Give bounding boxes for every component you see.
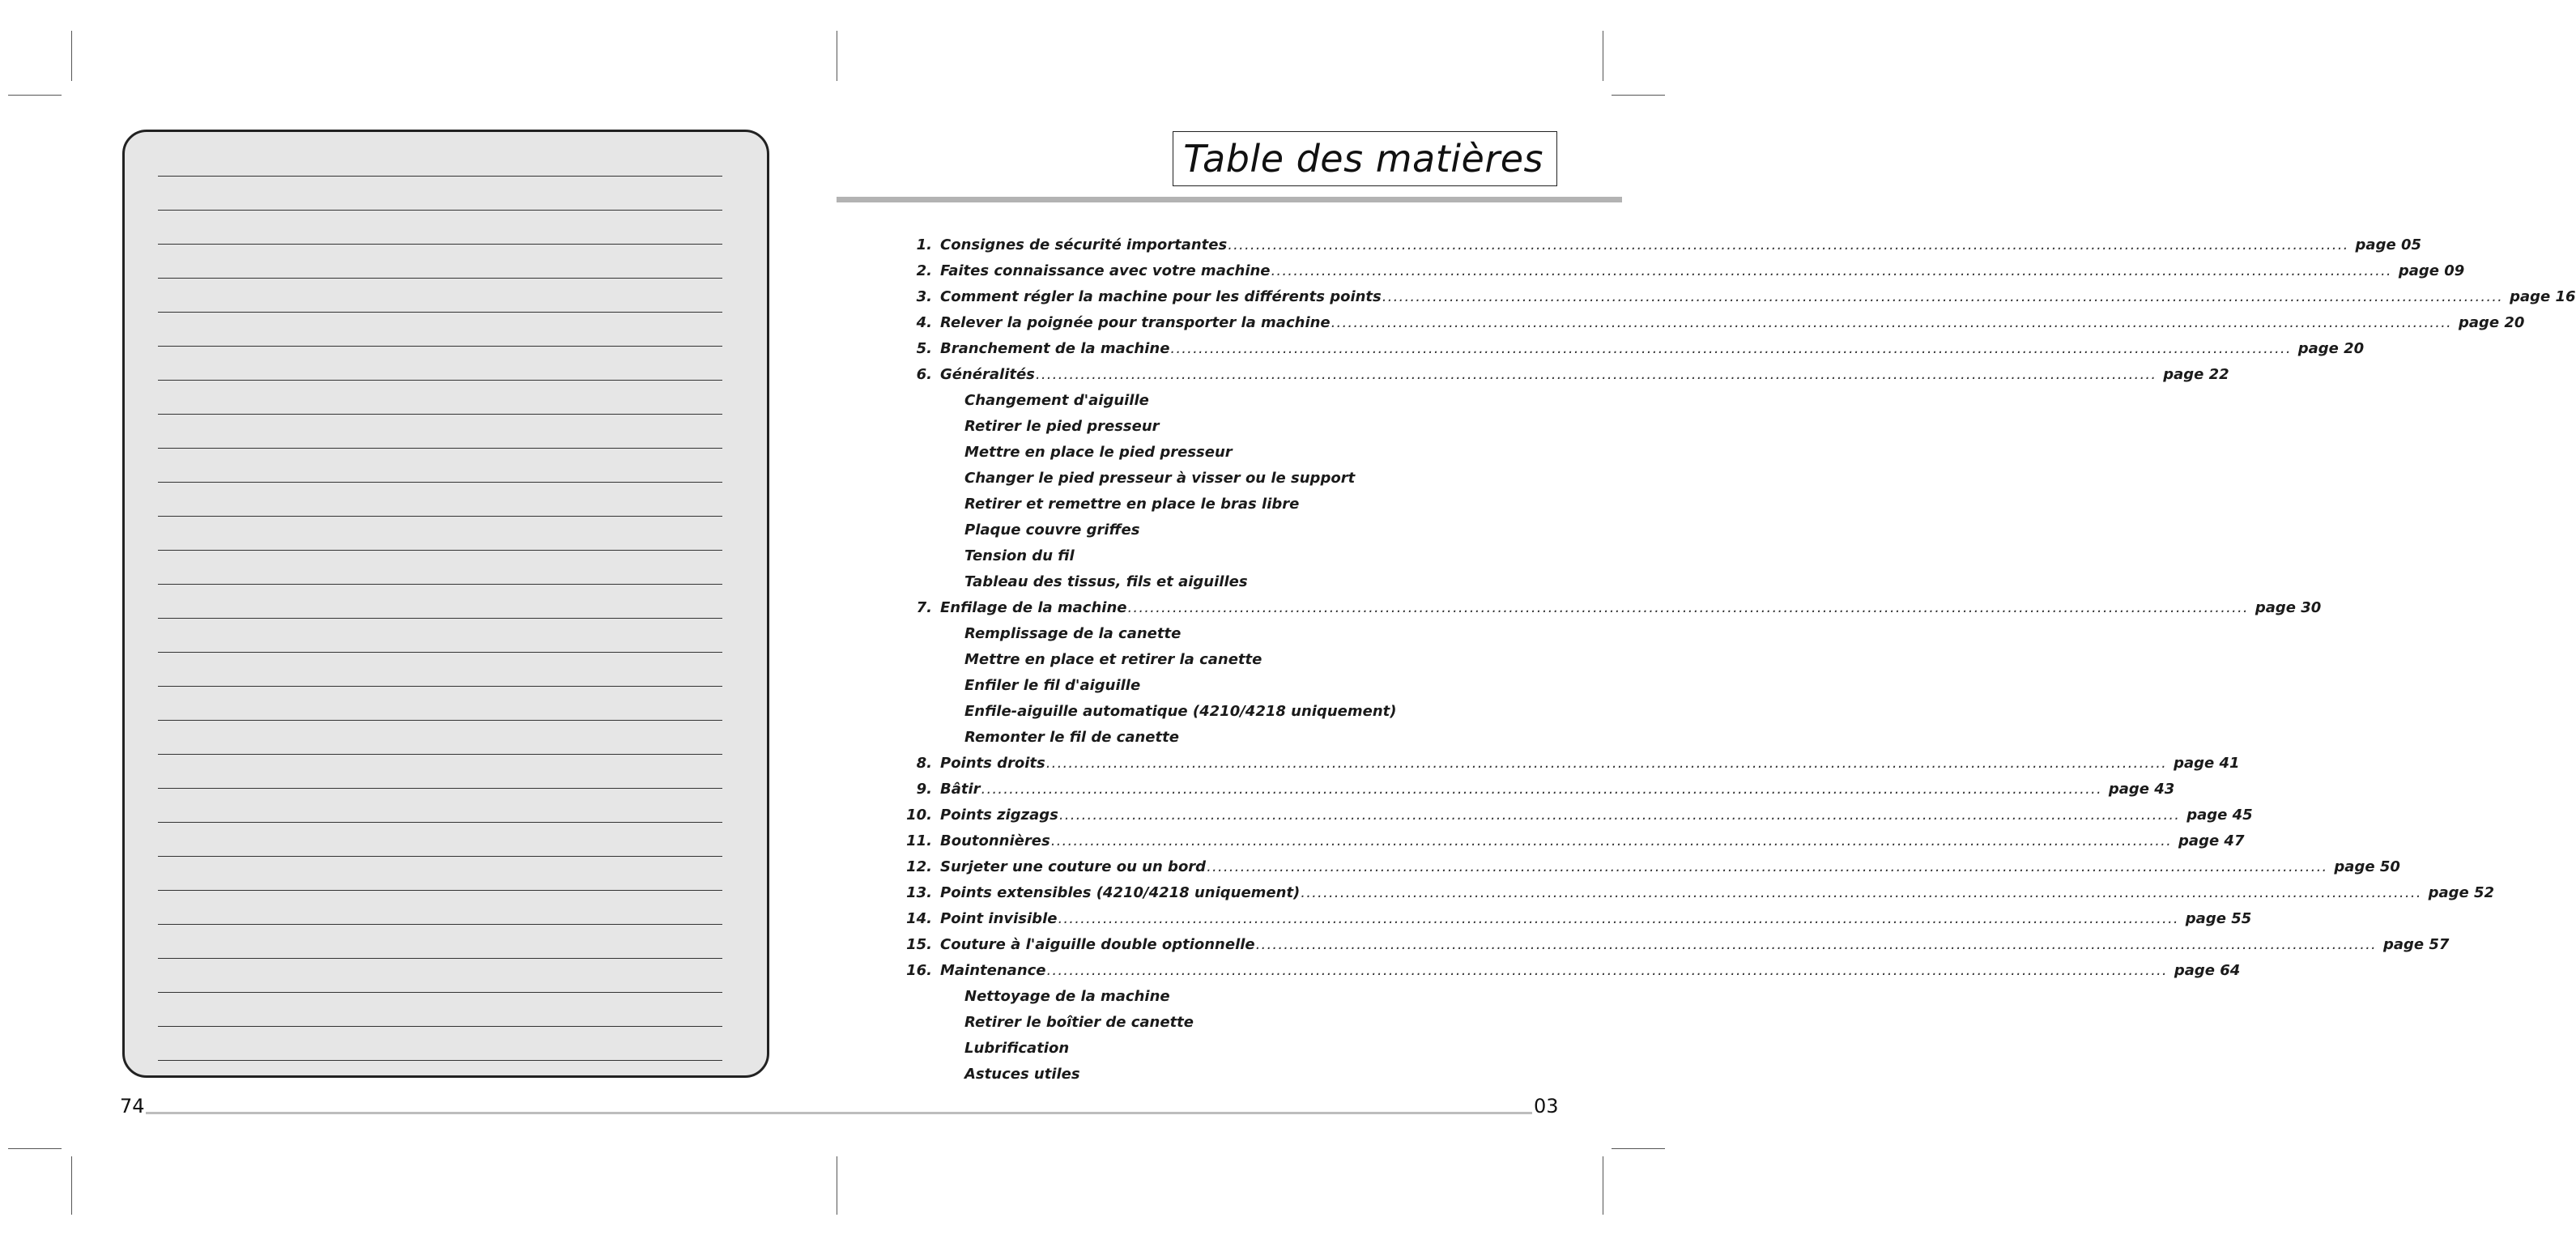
crop-mark — [71, 1156, 72, 1215]
toc-entry-number: 16. — [906, 961, 932, 979]
toc-entry-page: page 45 — [2186, 806, 2253, 824]
toc-subentry — [899, 646, 1547, 672]
toc-subentry — [899, 1009, 1547, 1035]
toc-subentry — [899, 724, 1547, 750]
toc-entry-label: Point invisible — [940, 909, 1058, 927]
toc-dot-leader: ........................................................................................................................................................................................................ — [1046, 961, 2168, 979]
toc-entry-label: Changement d'aiguille — [964, 391, 1149, 409]
note-line — [158, 754, 722, 755]
toc-entry-number: 9. — [916, 780, 932, 798]
toc-entry-page: page 16 — [2510, 287, 2576, 305]
toc-entry-label: Points droits — [940, 754, 1045, 772]
toc-entry-number: 4. — [916, 313, 932, 331]
note-line — [158, 448, 722, 449]
toc-entry-label: Comment régler la machine pour les différents points — [940, 287, 1382, 305]
toc-dot-leader: ........................................................................................................................................................................................................ — [1271, 262, 2392, 279]
toc-entry-label: Tableau des tissus, fils et aiguilles — [964, 573, 1248, 590]
note-line — [158, 584, 722, 585]
toc-entry-label: Relever la poignée pour transporter la machine — [940, 313, 1331, 331]
toc-entry-page: page 57 — [2382, 935, 2450, 953]
crop-mark — [1612, 1148, 1665, 1149]
note-line — [158, 210, 722, 211]
toc-subentry — [899, 465, 1547, 491]
toc-entry-page: page 20 — [2458, 313, 2525, 331]
toc-entry — [899, 232, 2421, 258]
toc-subentry — [899, 439, 1547, 465]
toc-entry-label: Remonter le fil de canette — [964, 728, 1179, 746]
toc-entry-label: Tension du fil — [964, 547, 1075, 564]
toc-subentry — [899, 517, 1547, 543]
toc-entry-label: Retirer le boîtier de canette — [964, 1013, 1194, 1031]
page-title: Table des matières — [1183, 137, 1543, 181]
table-of-contents — [899, 232, 2576, 1087]
toc-entry-page: page 05 — [2355, 236, 2421, 253]
note-line — [158, 822, 722, 823]
toc-entry — [899, 594, 2322, 620]
toc-entry — [899, 828, 2245, 853]
note-line — [158, 244, 722, 245]
note-line — [158, 686, 722, 687]
toc-entry-number: 11. — [906, 832, 932, 849]
toc-entry-number: 8. — [916, 754, 932, 772]
toc-entry-page: page 30 — [2255, 598, 2322, 616]
note-line — [158, 652, 722, 653]
note-line — [158, 1026, 722, 1027]
footer-rule — [146, 1112, 1532, 1114]
note-line — [158, 550, 722, 551]
note-line — [158, 924, 722, 925]
toc-entry-label: Couture à l'aiguille double optionnelle — [940, 935, 1255, 953]
toc-entry-label: Généralités — [940, 365, 1035, 383]
toc-entry-page: page 50 — [2334, 858, 2400, 875]
toc-entry-label: Plaque couvre griffes — [964, 521, 1140, 538]
note-line — [158, 380, 722, 381]
toc-entry-page: page 52 — [2428, 883, 2495, 901]
toc-entry-number: 1. — [916, 236, 932, 253]
toc-dot-leader: ........................................................................................................................................................................................................ — [1058, 909, 2179, 927]
toc-entry-label: Points extensibles (4210/4218 uniquement) — [940, 883, 1301, 901]
title-underline-bar — [837, 197, 1622, 202]
toc-entry-label: Retirer et remettre en place le bras libre — [964, 495, 1300, 513]
toc-dot-leader: ........................................................................................................................................................................................................ — [1050, 832, 2173, 849]
note-line — [158, 958, 722, 959]
toc-subentry — [899, 387, 1547, 413]
crop-mark — [71, 31, 72, 81]
toc-entry-number: 2. — [916, 262, 932, 279]
toc-entry — [899, 853, 2400, 879]
notes-panel — [122, 130, 769, 1078]
toc-entry-page: page 09 — [2398, 262, 2465, 279]
toc-entry — [899, 879, 2495, 905]
toc-entry-label: Lubrification — [964, 1039, 1070, 1057]
note-line — [158, 890, 722, 891]
toc-entry-label: Astuces utiles — [964, 1065, 1080, 1083]
toc-entry-label: Enfilage de la machine — [940, 598, 1127, 616]
toc-entry-label: Branchement de la machine — [940, 339, 1170, 357]
toc-entry-label: Surjeter une couture ou un bord — [940, 858, 1207, 875]
toc-subentry — [899, 413, 1547, 439]
note-line — [158, 278, 722, 279]
toc-entry — [899, 309, 2525, 335]
toc-entry-label: Retirer le pied presseur — [964, 417, 1160, 435]
note-line — [158, 618, 722, 619]
toc-entry — [899, 335, 2365, 361]
toc-subentry — [899, 983, 1547, 1009]
toc-dot-leader: ........................................................................................................................................................................................................ — [1255, 935, 2377, 953]
right-page-number: 03 — [1534, 1095, 1559, 1117]
toc-entry-number: 5. — [916, 339, 932, 357]
toc-subentry — [899, 1035, 1547, 1061]
toc-entry-label: Changer le pied presseur à visser ou le support — [964, 469, 1356, 487]
toc-entry-label: Consignes de sécurité importantes — [940, 236, 1228, 253]
left-page-number: 74 — [120, 1095, 145, 1117]
toc-entry-number: 15. — [906, 935, 932, 953]
toc-entry-label: Points zigzags — [940, 806, 1058, 824]
note-line — [158, 516, 722, 517]
toc-dot-leader: ........................................................................................................................................................................................................ — [1301, 883, 2422, 901]
toc-subentry — [899, 620, 1547, 646]
toc-entry-number: 6. — [916, 365, 932, 383]
toc-entry-label: Remplissage de la canette — [964, 624, 1182, 642]
title-box — [1173, 131, 1557, 186]
toc-entry-label: Enfile-aiguille automatique (4210/4218 uniquement) — [964, 702, 1397, 720]
toc-entry — [899, 905, 2252, 931]
toc-subentry — [899, 672, 1547, 698]
toc-subentry — [899, 568, 1547, 594]
toc-entry-label: Mettre en place le pied presseur — [964, 443, 1233, 461]
toc-entry-label: Nettoyage de la machine — [964, 987, 1170, 1005]
toc-entry-page: page 41 — [2174, 754, 2240, 772]
toc-subentry — [899, 491, 1547, 517]
note-line — [158, 414, 722, 415]
toc-subentry — [899, 543, 1547, 568]
toc-entry-label: Boutonnières — [940, 832, 1050, 849]
note-line — [158, 482, 722, 483]
toc-dot-leader: ........................................................................................................................................................................................................ — [1127, 598, 2249, 616]
toc-entry-number: 7. — [916, 598, 932, 616]
toc-dot-leader: ........................................................................................................................................................................................................ — [1207, 858, 2328, 875]
crop-mark — [8, 95, 62, 96]
toc-entry-page: page 55 — [2185, 909, 2252, 927]
toc-entry-label: Mettre en place et retirer la canette — [964, 650, 1262, 668]
toc-entry — [899, 361, 2229, 387]
toc-entry-page: page 43 — [2108, 780, 2175, 798]
note-line — [158, 856, 722, 857]
toc-entry — [899, 957, 2241, 983]
toc-dot-leader: ........................................................................................................................................................................................................ — [1035, 365, 2157, 383]
toc-dot-leader: ........................................................................................................................................................................................................ — [1045, 754, 2168, 772]
toc-entry-label: Faites connaissance avec votre machine — [940, 262, 1271, 279]
toc-dot-leader: ........................................................................................................................................................................................................ — [1331, 313, 2452, 331]
toc-entry — [899, 750, 2240, 776]
crop-mark — [8, 1148, 62, 1149]
toc-entry-number: 3. — [916, 287, 932, 305]
crop-mark — [1612, 95, 1665, 96]
note-line — [158, 992, 722, 993]
toc-entry-number: 12. — [906, 858, 932, 875]
toc-entry-page: page 22 — [2163, 365, 2229, 383]
toc-entry — [899, 776, 2175, 802]
note-line — [158, 788, 722, 789]
toc-entry — [899, 802, 2253, 828]
toc-subentry — [899, 698, 1547, 724]
note-line — [158, 1060, 722, 1061]
toc-entry-number: 14. — [906, 909, 932, 927]
toc-entry — [899, 931, 2450, 957]
note-line — [158, 312, 722, 313]
toc-dot-leader: ........................................................................................................................................................................................................ — [981, 780, 2102, 798]
note-line — [158, 176, 722, 177]
note-line — [158, 720, 722, 721]
toc-entry-label: Maintenance — [940, 961, 1046, 979]
toc-dot-leader: ........................................................................................................................................................................................................ — [1058, 806, 2181, 824]
toc-dot-leader: ........................................................................................................................................................................................................ — [1382, 287, 2504, 305]
toc-entry-page: page 47 — [2178, 832, 2245, 849]
toc-dot-leader: ........................................................................................................................................................................................................ — [1170, 339, 2292, 357]
toc-dot-leader: ........................................................................................................................................................................................................ — [1228, 236, 2349, 253]
toc-entry-label: Enfiler le fil d'aiguille — [964, 676, 1141, 694]
toc-entry — [899, 258, 2465, 283]
toc-entry-number: 10. — [906, 806, 932, 824]
toc-subentry — [899, 1061, 1547, 1087]
note-line — [158, 346, 722, 347]
toc-entry — [899, 283, 2576, 309]
toc-entry-page: page 20 — [2297, 339, 2365, 357]
toc-entry-label: Bâtir — [940, 780, 981, 798]
toc-entry-page: page 64 — [2174, 961, 2241, 979]
toc-entry-number: 13. — [906, 883, 932, 901]
